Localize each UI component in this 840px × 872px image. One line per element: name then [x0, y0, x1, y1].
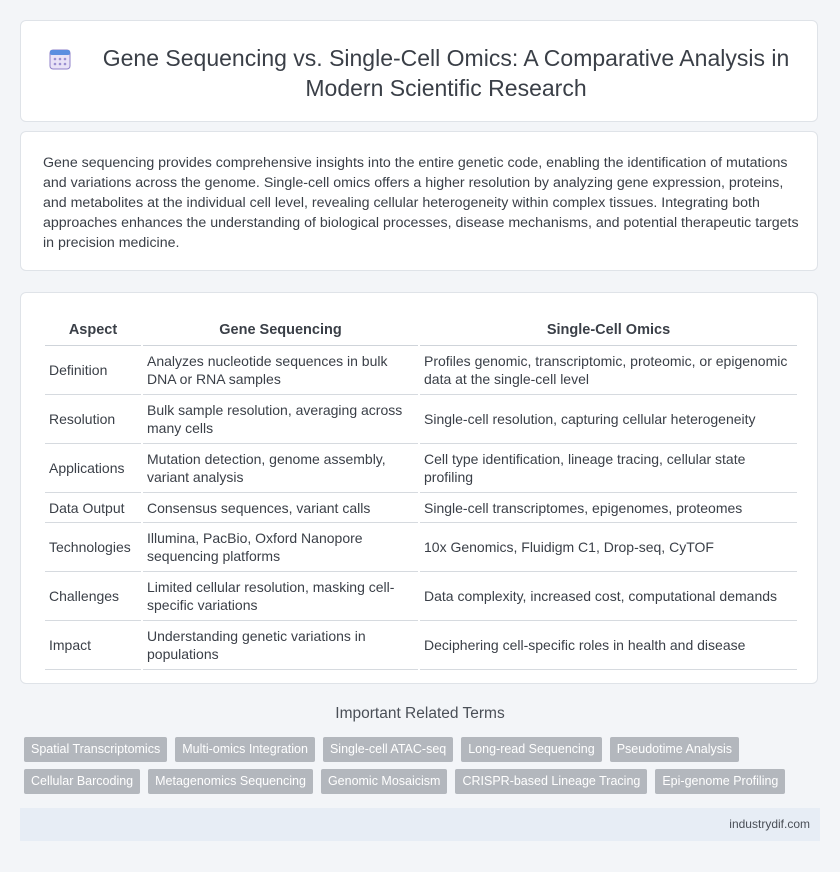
table-row	[45, 493, 797, 523]
comparison-table	[43, 315, 799, 670]
table-row	[45, 346, 797, 395]
row-single-cell-omics: 10x Genomics, Fluidigm C1, Drop-seq, CyTOF	[420, 523, 797, 572]
row-gene-sequencing: Illumina, PacBio, Oxford Nanopore sequencing platforms	[143, 523, 418, 572]
related-term-tag[interactable]: Multi-omics Integration	[175, 737, 315, 762]
related-term-tag[interactable]: Long-read Sequencing	[461, 737, 602, 762]
row-gene-sequencing: Understanding genetic variations in populations	[143, 621, 418, 670]
comparison-table-card	[20, 292, 818, 684]
table-row	[45, 572, 797, 621]
related-terms-row-2	[24, 769, 785, 794]
footer	[20, 808, 820, 841]
row-gene-sequencing: Analyzes nucleotide sequences in bulk DNA or RNA samples	[143, 346, 418, 395]
row-aspect: Applications	[45, 444, 141, 493]
row-aspect: Data Output	[45, 493, 141, 523]
row-gene-sequencing: Consensus sequences, variant calls	[143, 493, 418, 523]
related-term-tag[interactable]: Genomic Mosaicism	[321, 769, 448, 794]
related-term-tag[interactable]: Metagenomics Sequencing	[148, 769, 313, 794]
table-header-row	[45, 315, 797, 346]
row-single-cell-omics: Single-cell transcriptomes, epigenomes, proteomes	[420, 493, 797, 523]
row-single-cell-omics: Cell type identification, lineage tracing, cellular state profiling	[420, 444, 797, 493]
related-term-tag[interactable]: Epi-genome Profiling	[655, 769, 785, 794]
related-term-tag[interactable]: Single-cell ATAC-seq	[323, 737, 453, 762]
related-term-tag[interactable]: CRISPR-based Lineage Tracing	[455, 769, 647, 794]
intro-card	[20, 131, 818, 271]
table-row	[45, 395, 797, 444]
row-aspect: Challenges	[45, 572, 141, 621]
page-title: Gene Sequencing vs. Single-Cell Omics: A Comparative Analysis in Modern Scientific Research	[102, 45, 790, 101]
row-aspect: Definition	[45, 346, 141, 395]
table-row	[45, 621, 797, 670]
row-single-cell-omics: Data complexity, increased cost, computational demands	[420, 572, 797, 621]
header-single-cell-omics: Single-Cell Omics	[420, 315, 797, 346]
row-aspect: Impact	[45, 621, 141, 670]
related-term-tag[interactable]: Pseudotime Analysis	[610, 737, 739, 762]
header-aspect: Aspect	[45, 315, 141, 346]
title-card	[20, 20, 818, 122]
header-gene-sequencing: Gene Sequencing	[143, 315, 418, 346]
row-gene-sequencing: Mutation detection, genome assembly, variant analysis	[143, 444, 418, 493]
row-aspect: Technologies	[45, 523, 141, 572]
table-row	[45, 444, 797, 493]
related-term-tag[interactable]: Cellular Barcoding	[24, 769, 140, 794]
row-single-cell-omics: Single-cell resolution, capturing cellular heterogeneity	[420, 395, 797, 444]
row-single-cell-omics: Profiles genomic, transcriptomic, proteomic, or epigenomic data at the single-cell level	[420, 346, 797, 395]
related-terms-row-1	[24, 737, 739, 762]
row-gene-sequencing: Bulk sample resolution, averaging across many cells	[143, 395, 418, 444]
calendar-icon	[49, 48, 71, 70]
row-gene-sequencing: Limited cellular resolution, masking cell-specific variations	[143, 572, 418, 621]
intro-paragraph: Gene sequencing provides comprehensive insights into the entire genetic code, enabling the identification of mutations and variations across the genome. Single-cell omics offers a higher resolution by analyzing gene expression, proteins, and metabolites at the individual cell level, revealing cellular heterogeneity within complex tissues. Integrating both approaches enhances the understanding of biological processes, disease mechanisms, and potential therapeutic targets in precision medicine.	[43, 155, 799, 251]
footer-site-link[interactable]: industrydif.com	[729, 817, 810, 831]
row-aspect: Resolution	[45, 395, 141, 444]
related-terms-heading: Important Related Terms	[335, 705, 505, 722]
table-row	[45, 523, 797, 572]
related-term-tag[interactable]: Spatial Transcriptomics	[24, 737, 167, 762]
row-single-cell-omics: Deciphering cell-specific roles in health and disease	[420, 621, 797, 670]
